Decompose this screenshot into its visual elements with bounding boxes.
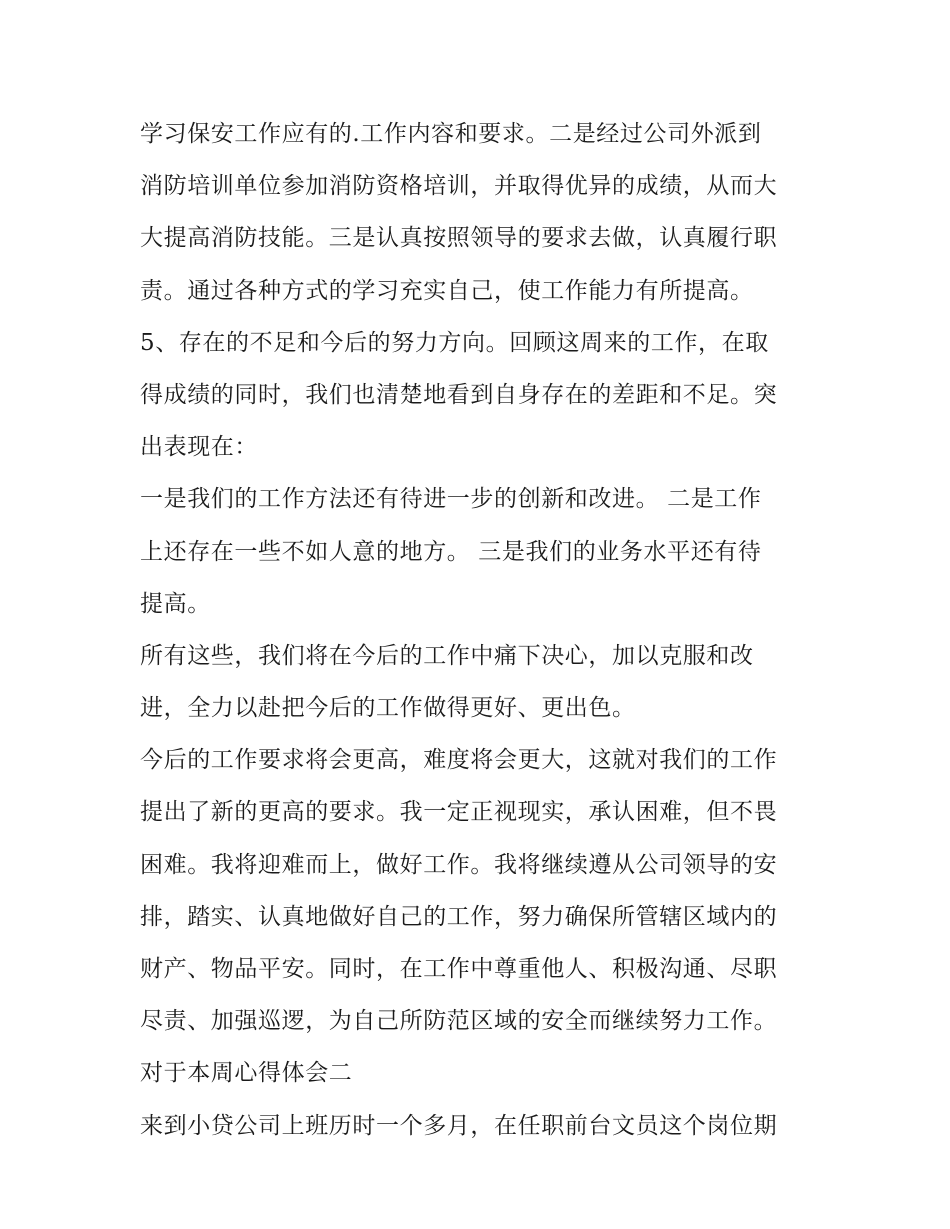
text-line: 排，踏实、认真地做好自己的工作，努力确保所管辖区域内的 [140, 903, 778, 930]
text-line: 上还存在一些不如人意的地方。 三是我们的业务水平还有待 [140, 538, 762, 565]
text-line: 消防培训单位参加消防资格培训，并取得优异的成绩，从而大 [140, 173, 778, 200]
text-line: 提出了新的更高的要求。我一定正视现实，承认困难，但不畏 [140, 799, 778, 826]
text-line: 进，全力以赴把今后的工作做得更好、更出色。 [140, 695, 636, 722]
text-line: 今后的工作要求将会更高，难度将会更大，这就对我们的工作 [140, 747, 778, 774]
text-line: 一是我们的工作方法还有待进一步的创新和改进。 二是工作 [140, 486, 762, 513]
text-line: 责。通过各种方式的学习充实自己，使工作能力有所提高。 [140, 277, 754, 304]
text-line: 出表现在： [140, 434, 258, 461]
text-line: 学习保安工作应有的.工作内容和要求。二是经过公司外派到 [140, 121, 762, 147]
text-line: 尽责、加强巡逻，为自己所防范区域的安全而继续努力工作。 [140, 1008, 778, 1035]
text-line: 大提高消防技能。三是认真按照领导的要求去做，认真履行职 [140, 225, 778, 252]
text-line: 来到小贷公司上班历时一个多月，在任职前台文员这个岗位期 [140, 1112, 778, 1139]
document-body [140, 108, 820, 1152]
text-line: 财产、物品平安。同时，在工作中尊重他人、积极沟通、尽职 [140, 956, 778, 982]
text-line: 困难。我将迎难而上，做好工作。我将继续遵从公司领导的安 [140, 851, 778, 878]
text-line: 得成绩的同时，我们也清楚地看到自身存在的差距和不足。突 [140, 381, 778, 408]
section-heading: 对于本周心得体会二 [140, 1060, 353, 1087]
text-line: 所有这些，我们将在今后的工作中痛下决心，加以克服和改 [140, 642, 754, 669]
text-line: 提高。 [140, 590, 211, 617]
text-line: 5、存在的不足和今后的努力方向。回顾这周来的工作，在取 [140, 329, 769, 356]
